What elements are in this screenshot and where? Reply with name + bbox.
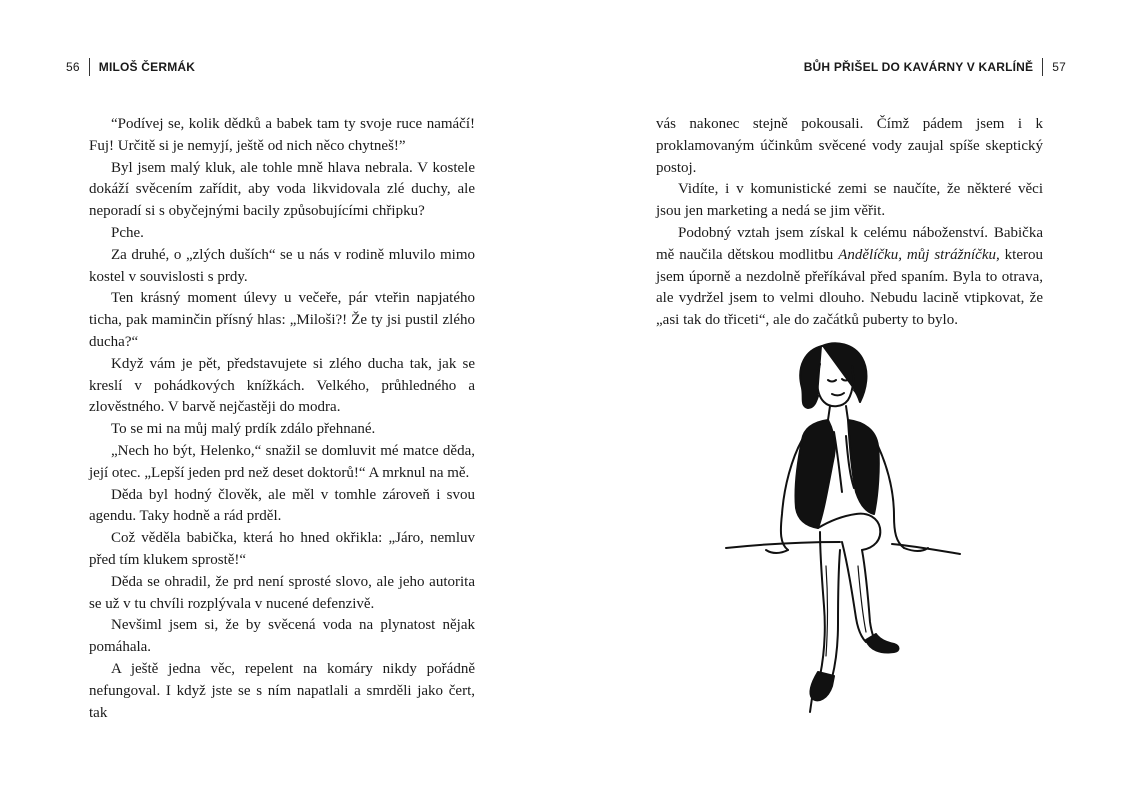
paragraph: Vidíte, i v komunistické zemi se naučíte, že některé věci jsou jen marketing a nedá se jim věřit. (656, 181, 1043, 220)
paragraph: Byl jsem malý kluk, ale tohle mně hlava nebrala. V kostele dokáží svěcením zařídit, aby voda likvidovala zlé duchy, ale neporadí si s obyčejnými bacily způsobujícími chřipku? (89, 159, 475, 220)
left-body-text (89, 114, 475, 724)
paragraph: A ještě jedna věc, repelent na komáry nikdy pořádně nefungoval. I když jste se s ním napatlali a smrděli jako čert, tak (89, 660, 475, 721)
text-run: Podobný vztah jsem získal k celému náboženství. Babička mě naučila dětskou modlitbu (656, 224, 1043, 263)
seated-woman-illustration (724, 336, 964, 716)
paragraph: Za druhé, o „zlých duších“ se u nás v rodině mluvilo mimo kostel v souvislosti s prdy. (89, 246, 475, 285)
left-page-number: 56 (66, 60, 80, 74)
chapter-running-head: BŮH PŘIŠEL DO KAVÁRNY V KARLÍNĚ (803, 60, 1034, 74)
author-running-head: MILOŠ ČERMÁK (98, 60, 196, 74)
header-divider (89, 58, 90, 76)
paragraph: vás nakonec stejně pokousali. Čímž pádem jsem i k proklamovaným účinkům svěcené vody zaujal spíše skeptický postoj. (656, 116, 1043, 176)
header-divider (1042, 58, 1043, 76)
text-run: kterou jsem úporně a nezdolně přeříkával před spaním. Byla to otrava, ale vydržel jsem to velmi dlouho. Nebudu lacině vtipkovat, že „asi tak do třiceti“, ale do začátků puberty to bylo. (656, 246, 1043, 329)
paragraph: “Podívej se, kolik dědků a babek tam ty svoje ruce namáčí! Fuj! Určitě si je nemyjí, ještě od nich něco chytneš!” (89, 116, 475, 154)
paragraph: Děda byl hodný člověk, ale měl v tomhle zároveň i svou agendu. Taky hodně a rád prděl. (89, 486, 475, 525)
paragraph: Když vám je pět, představujete si zlého ducha tak, jak se kreslí v pohádkových knížkách. Velkého, průhledného a zlověstného. V barvě nejčastěji do modra. (89, 355, 475, 416)
paragraph: To se mi na můj malý prdík zdálo přehnané. (111, 421, 376, 438)
paragraph: Pche. (111, 224, 144, 241)
prayer-title: Andělíčku, můj strážníčku, (838, 246, 1000, 263)
paragraph: Což věděla babička, která ho hned okřikla: „Járo, nemluv před tím klukem sprostě!“ (89, 530, 475, 568)
paragraph (656, 223, 1043, 332)
right-running-header (804, 58, 1066, 76)
paragraph: Děda se ohradil, že prd není sprosté slovo, ale jeho autorita se už v tu chvíli rozplývala v nucené defenzivě. (89, 573, 475, 612)
right-page-number: 57 (1052, 60, 1066, 74)
left-running-header (66, 58, 195, 76)
paragraph: „Nech ho být, Helenko,“ snažil se domluvit mé matce děda, její otec. „Lepší jeden prd než deset doktorů!“ A mrknul na mě. (89, 442, 475, 481)
right-body-text (656, 114, 1043, 332)
paragraph: Nevšiml jsem si, že by svěcená voda na plynatost nějak pomáhala. (89, 617, 475, 656)
right-page (566, 0, 1132, 800)
paragraph: Ten krásný moment úlevy u večeře, pár vteřin napjatého ticha, pak maminčin přísný hlas: „Miloši?! Že ty jsi pustil zlého ducha?“ (89, 290, 475, 350)
